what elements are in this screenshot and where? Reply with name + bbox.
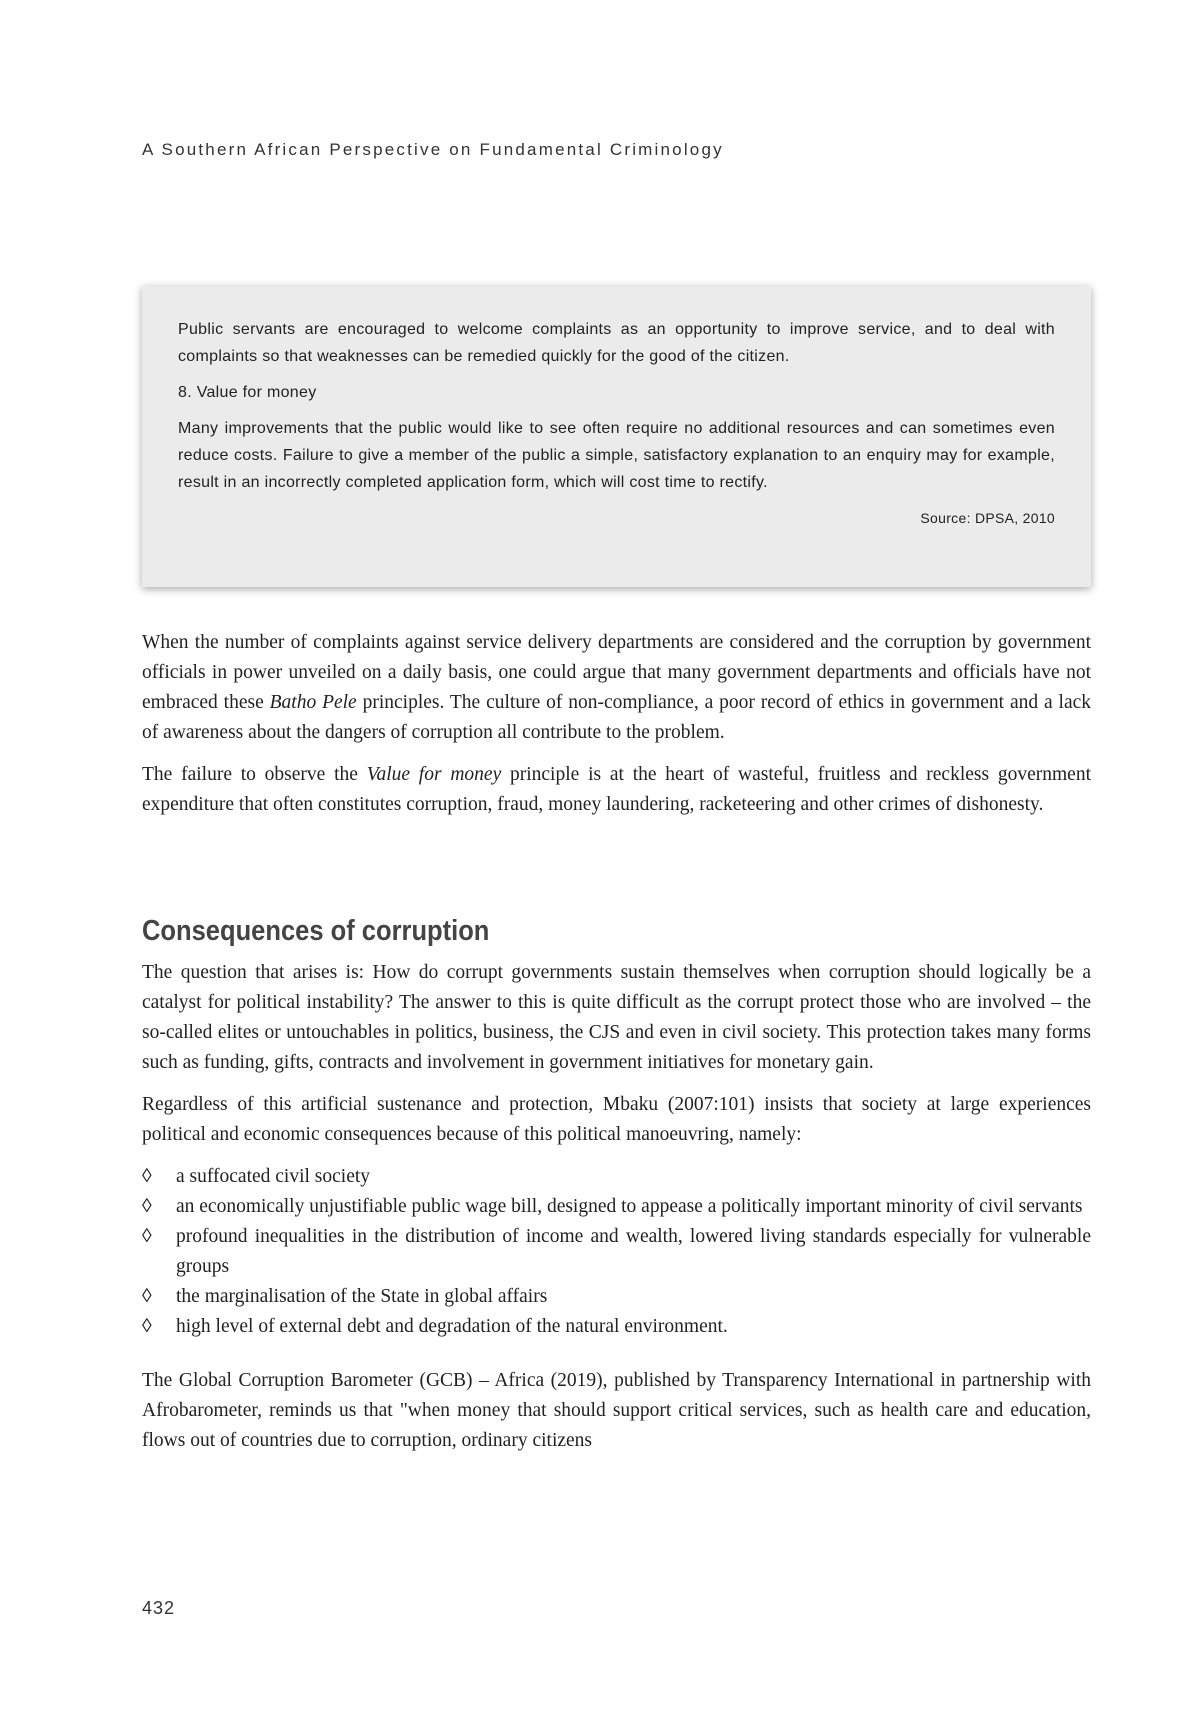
list-item xyxy=(142,1192,1091,1222)
emphasis: Batho Pele xyxy=(269,692,357,713)
list-item xyxy=(142,1282,1091,1312)
text: The failure to observe the xyxy=(142,764,367,785)
paragraph: The Global Corruption Barometer (GCB) – Africa (2019), published by Transparency International in partnership with Afrobarometer, reminds us that "when money that should support critical services, such as health care and education, flows out of countries due to corruption, ordinary citizens xyxy=(142,1370,1091,1451)
list-text: the marginalisation of the State in global affairs xyxy=(176,1286,548,1307)
page-number: 432 xyxy=(142,1598,176,1618)
diamond-bullet-icon: ◊ xyxy=(142,1226,152,1247)
paragraph: The question that arises is: How do corrupt governments sustain themselves when corruption should logically be a catalyst for political instability? The answer to this is quite difficult as the corrupt protect those who are involved – the so-called elites or untouchables in politics, business, the CJS and even in civil society. This protection takes many forms such as funding, gifts, contracts and involvement in government initiatives for monetary gain. xyxy=(142,962,1091,1073)
box-heading: 8. Value for money xyxy=(178,384,317,401)
section-heading: Consequences of corruption xyxy=(142,915,490,947)
list-text: a suffocated civil society xyxy=(176,1166,371,1187)
diamond-bullet-icon: ◊ xyxy=(142,1286,152,1307)
running-head: A Southern African Perspective on Fundamental Criminology xyxy=(142,140,724,159)
list-item xyxy=(142,1312,1091,1342)
diamond-bullet-icon: ◊ xyxy=(142,1196,152,1217)
paragraph: Regardless of this artificial sustenance and protection, Mbaku (2007:101) insists that society at large experiences political and economic consequences because of this political manoeuvring, namely: xyxy=(142,1094,1091,1145)
diamond-bullet-icon: ◊ xyxy=(142,1316,152,1337)
body-text-bottom xyxy=(142,958,1091,1468)
box-paragraph: Public servants are encouraged to welcome complaints as an opportunity to improve service, and to deal with complaints so that weaknesses can be remedied quickly for the good of the citizen. xyxy=(178,321,1055,365)
list-item xyxy=(142,1222,1091,1282)
list-text: profound inequalities in the distribution of income and wealth, lowered living standards especially for vulnerable groups xyxy=(176,1226,1091,1277)
text: principle is at the heart of wasteful, fruitless and reckless government expenditure that often constitutes corruption, fraud, money laundering, racketeering and other crimes of dishonesty. xyxy=(142,764,1091,815)
emphasis: Value for money xyxy=(366,764,502,785)
list-item xyxy=(142,1162,1091,1192)
bullet-list xyxy=(142,1162,1091,1342)
box-source: Source: DPSA, 2010 xyxy=(920,510,1055,526)
box-paragraph: Many improvements that the public would like to see often require no additional resources and can sometimes even reduce costs. Failure to give a member of the public a simple, satisfactory explanation to an enquiry may for example, result in an incorrectly completed application form, which will cost time to rectify. xyxy=(178,420,1055,491)
body-text-top xyxy=(142,628,1091,832)
text: When the number of complaints against service delivery departments are considered and the corruption by government officials in power unveiled on a daily basis, one could argue that many government departments and officials have not embraced these xyxy=(142,632,1091,713)
paragraph xyxy=(142,628,1091,748)
list-text: an economically unjustifiable public wage bill, designed to appease a politically important minority of civil servants xyxy=(176,1196,1083,1217)
list-text: high level of external debt and degradation of the natural environment. xyxy=(176,1316,728,1337)
diamond-bullet-icon: ◊ xyxy=(142,1166,152,1187)
paragraph xyxy=(142,760,1091,820)
text: principles. The culture of non-compliance, a poor record of ethics in government and a lack of awareness about the dangers of corruption all contribute to the problem. xyxy=(142,692,1091,743)
quote-box xyxy=(142,286,1091,587)
